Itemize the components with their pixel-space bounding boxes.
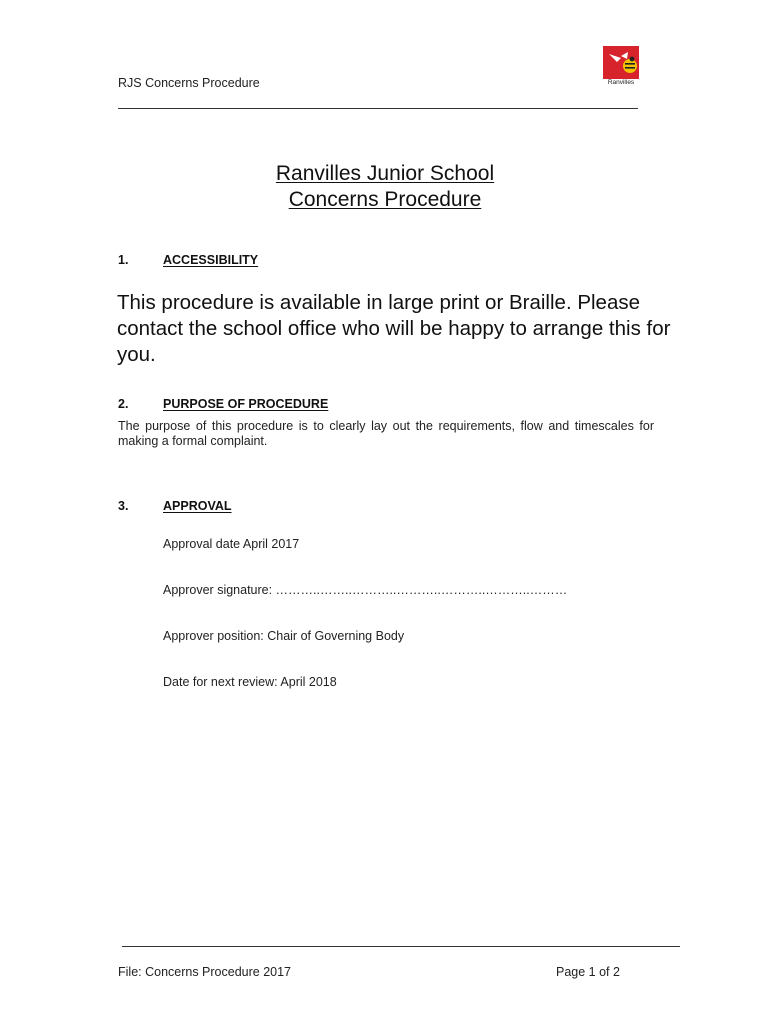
section-2-heading: PURPOSE OF PROCEDURE: [163, 397, 329, 411]
footer-file-name: File: Concerns Procedure 2017: [118, 965, 292, 979]
header-doc-label: RJS Concerns Procedure: [118, 76, 260, 90]
document-title-school: Ranvilles Junior School: [275, 162, 495, 185]
document-title-procedure: Concerns Procedure: [288, 188, 482, 211]
approver-position: Approver position: Chair of Governing Body: [163, 629, 405, 643]
footer-page-number: Page 1 of 2: [556, 965, 620, 979]
approver-signature-line: Approver signature: ………..……..………..………..………..………..………: [163, 583, 568, 597]
section-1-heading: ACCESSIBILITY: [163, 253, 259, 267]
footer-divider: [122, 946, 680, 947]
purpose-paragraph: The purpose of this procedure is to clearly lay out the requirements, flow and timescales for making a formal complaint.: [118, 419, 654, 448]
section-3-heading: APPROVAL: [163, 499, 232, 513]
section-2-number: 2.: [118, 397, 129, 411]
section-1-number: 1.: [118, 253, 129, 267]
accessibility-statement: This procedure is available in large print or Braille. Please contact the school office who will be happy to arrange this for you.: [117, 291, 671, 366]
school-logo-mark: [601, 46, 641, 80]
approval-date: Approval date April 2017: [163, 537, 300, 551]
school-logo: [601, 46, 641, 88]
school-logo-text: Ranvilles: [607, 79, 635, 86]
header-divider: [118, 108, 638, 109]
section-3-number: 3.: [118, 499, 129, 513]
next-review-date: Date for next review: April 2018: [163, 675, 337, 689]
